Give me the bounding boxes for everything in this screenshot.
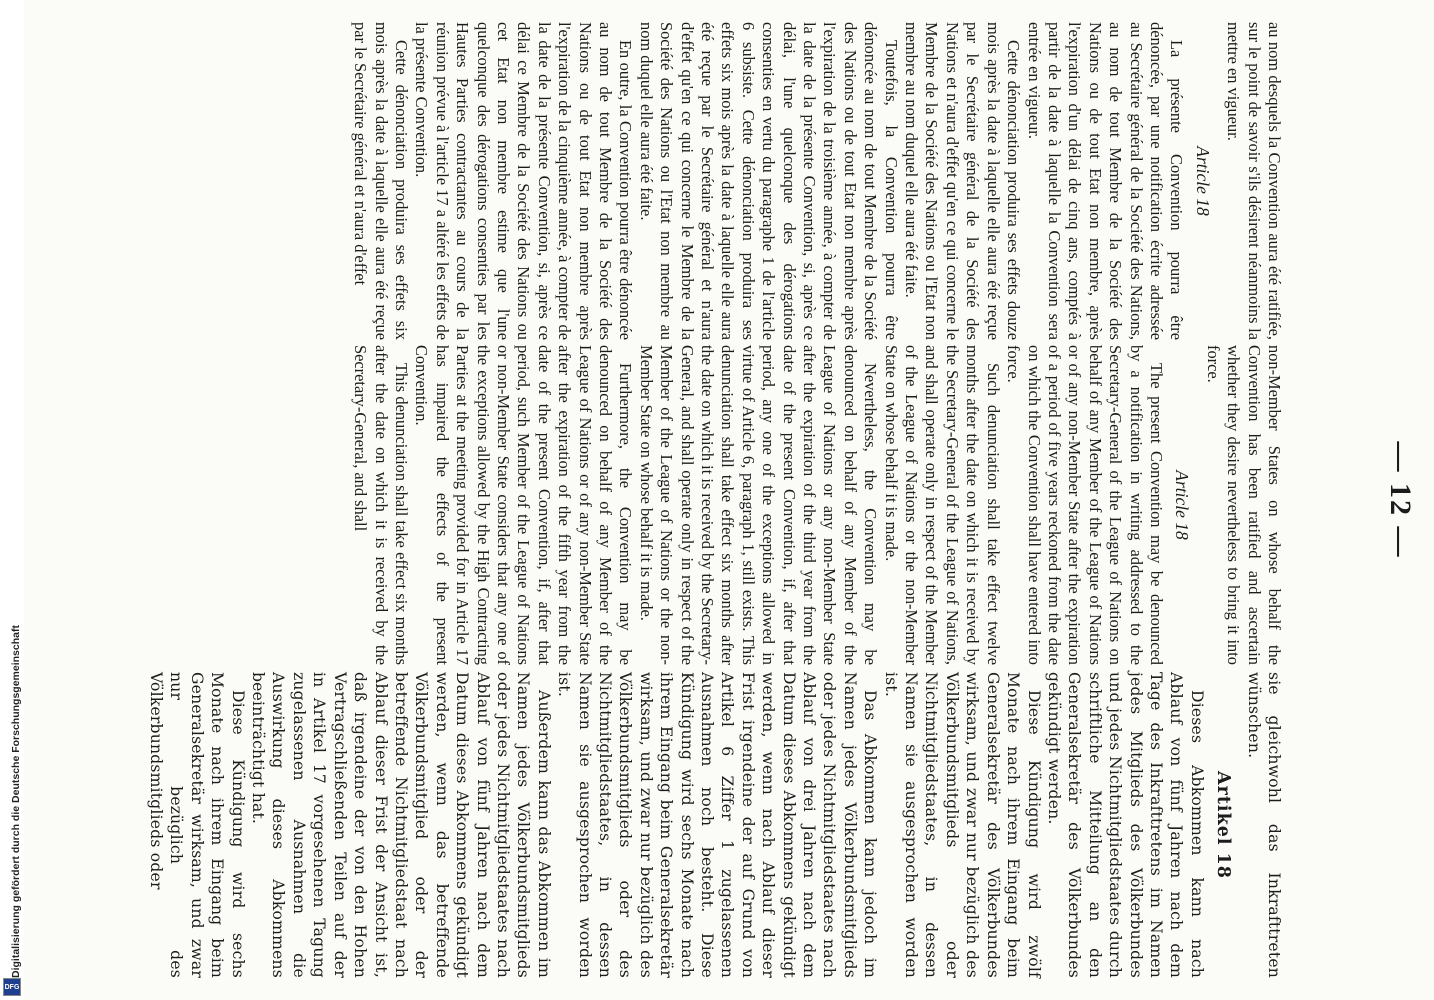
german-intro: sie gleichwohl das Inkrafttreten wünschen. [1244,672,1283,978]
french-paragraph-2: Cette dénonciation produira ses effets douze mois après la date à laquelle elle aura été reçue par le Secrétaire général de la Société des Nations et n'aura d'effet qu'en ce qui concerne le Membre de la Société des Nations ou l'Etat non membre au nom duquel elle aura été faite. [902,22,1024,340]
english-intro: non-Member States on whose behalf the Convention has been ratified and ascertain whether they desire nevertheless to bring it into force. [1203,345,1284,665]
english-paragraph-2: Such denunciation shall take effect twelve months after the date on which it is received by the Secretary-General of the League of Nations, and shall operate only in respect of the Member of the League of Nations or the non-Member State on whose behalf it is made. [881,345,1003,665]
french-paragraph-3: Toutefois, la Convention pourra être dénoncée au nom de tout Membre de la Société des Nations ou de tout Etat non membre après l'expiration de la troisième année, à compter de la date de la présente Convention, si, après ce délai, l'une quelconque des dérogations consenties en vertu du paragraphe 1 de l'article 6 subsiste. Cette dénonciation produira ses effets six mois après la date à laquelle elle aura été reçue par le Secrétaire général et n'aura d'effet qu'en ce qui concerne le Membre de la Société des Nations ou l'Etat non membre au nom duquel elle aura été faite. [636,22,901,340]
french-column [350,22,1284,340]
english-column [350,345,1284,665]
digitization-margin [0,0,24,1000]
french-article-heading: Article 18 [1192,146,1213,216]
german-column [146,672,1284,978]
french-paragraph-4: En outre, la Convention pourra être dénoncée au nom de tout Membre de la Société des Nations ou de tout Etat non membre après l'expiration de la cinquième année, à compter de la date de la présente Convention, si, après ce délai ce Membre de la Société des Nations ou cet Etat non membre estime que l'une quelconque des dérogations consenties par les Hautes Parties contractantes au cours de la réunion prévue à l'article 17 a altéré les effets de la présente Convention. [412,22,636,340]
french-paragraph-5: Cette dénonciation produira ses effets six mois après la date à laquelle elle aura été reçue par le Secrétaire général et n'aura d'effet [351,22,411,340]
german-paragraph-3: Das Abkommen kann jedoch im Namen jedes Völkerbundsmitglieds oder jedes Nichtmitgliedstaates nach Ablauf von drei Jahren nach dem Datum dieses Abkommens gekündigt werden, wenn nach Ablauf dieser Frist irgendeine der auf Grund von Artikel 6 Ziffer 1 zugelassenen Ausnahmen noch besteht. Diese Kündigung wird sechs Monate nach ihrem Eingang beim Generalsekretär wirksam, und zwar nur bezüglich des Völkerbundsmitglieds oder des Nichtmitgliedstaates, in dessen Namen sie ausgesprochen worden ist. [555,672,880,978]
english-paragraph-5: This denunciation shall take effect six months after the date on which it is received by the Secretary-General, and shall [351,345,411,665]
german-article-heading: Artikel 18 [1213,771,1234,879]
french-paragraph-1: La présente Convention pourra être dénoncée, par une notification écrite adressée au Secrétaire général de la Société des Nations, au nom de tout Membre de la Société des Nations ou de tout Etat non membre, après l'expiration d'un délai de cinq ans, comptés à partir de la date à laquelle la Convention sera entrée en vigueur. [1024,22,1187,340]
english-paragraph-4: Furthermore, the Convention may be denounced on behalf of any Member of the League of Nations or of any non-Member State after the expiration of the fifth year from the date of the present Convention, if, after that period, such Member of the League of Nations or non-Member State considers that any one of the exceptions allowed by the High Contracting Parties at the meeting provided for in Article 17 has impaired the effects of the present Convention. [412,345,636,665]
english-paragraph-1: The present Convention may be denounced by a notification in writing addressed to the Secretary-General of the League of Nations on behalf of any Member of the League of Nations or of any non-Member State after the expiration of a period of five years reckoned from the date on which the Convention shall have entered into force. [1004,345,1166,665]
german-paragraph-2: Diese Kündigung wird zwölf Monate nach ihrem Eingang beim Generalsekretär des Völkerbundes wirksam, und zwar nur bezüglich des Völkerbundsmitglieds oder Nichtmitgliedstaates, in dessen Namen sie ausgesprochen worden ist. [881,672,1043,978]
english-paragraph-3: Nevertheless, the Convention may be denounced on behalf of any Member of the League of Nations or any non-Member State after the expiration of the third year from the date of the present Convention, if, after that period, any one of the exceptions allowed in virtue of Article 6, paragraph 1, still exists. This denunciation shall take effect six months after the date on which it is received by the Secretary-General, and shall operate only in respect of the Member of the League of Nations or the non-Member State on whose behalf it is made. [636,345,881,665]
french-intro: au nom desquels la Convention aura été ratifiée, sur le point de savoir s'ils désirent néanmoins la mettre en vigueur. [1224,22,1284,340]
german-paragraph-5: Diese Kündigung wird sechs Monate nach ihrem Eingang beim Generalsekretär wirksam, und zwar nur bezüglich des Völkerbundsmitglieds oder [147,672,247,978]
digitization-credit: Digitalisierung gefördert durch die Deutsche Forschungsgemeinschaft [10,625,22,978]
page-number: — 12 — [1384,441,1417,559]
english-article-heading: Article 18 [1172,470,1193,540]
german-paragraph-4: Außerdem kann das Abkommen im Namen jedes Völkerbundsmitglieds oder jedes Nichtmitgliedstaates nach Ablauf von fünf Jahren nach dem Datum dieses Abkommens gekündigt werden, wenn das betreffende Völkerbundsmitglied oder der betreffende Nichtmitgliedstaat nach Ablauf dieser Frist der Ansicht ist, daß irgendeine der von den Hohen Vertragschließenden Teilen auf der in Artikel 17 vorgesehenen Tagung zugelassenen Ausnahmen die Auswirkung dieses Abkommens beeinträchtigt hat. [249,672,553,978]
german-paragraph-1: Dieses Abkommen kann nach Ablauf von fünf Jahren nach dem Tage des Inkrafttretens im Namen jedes Mitglieds des Völkerbundes und jedes Nichtmitgliedstaates durch schriftliche Mitteilung an den Generalsekretär des Völkerbundes gekündigt werden. [1044,672,1206,978]
dfg-logo-icon: DFG [3,978,21,996]
